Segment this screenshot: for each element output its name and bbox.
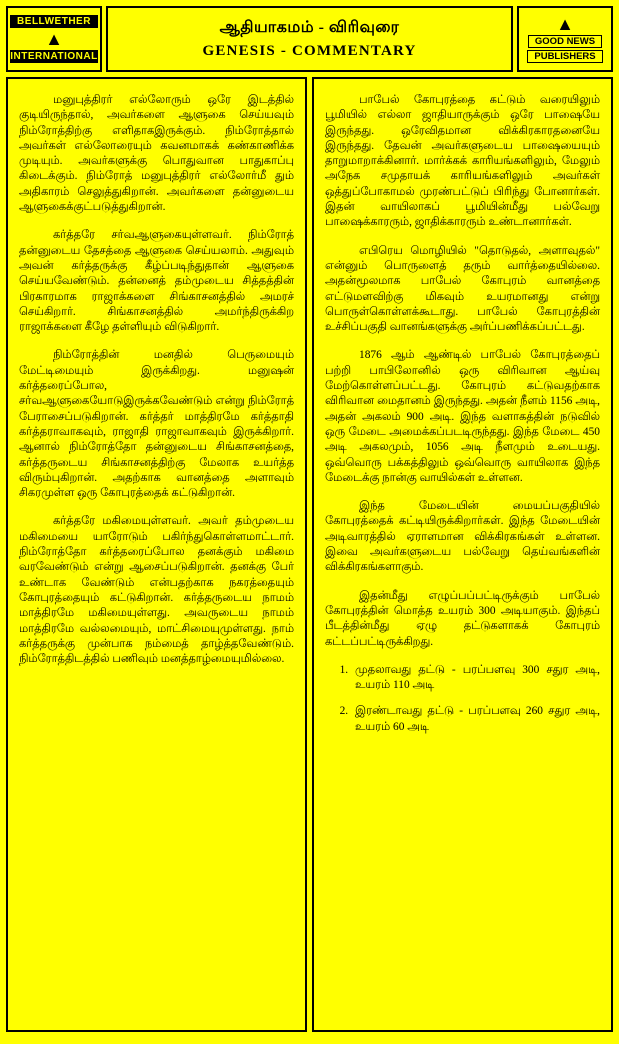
page-title-tamil: ஆதியாகமம் - விரிவுரை <box>219 19 400 36</box>
tower-glyph-right: ▲ <box>556 14 574 34</box>
paragraph: நிம்ரோத்தின் மனதில் பெருமையும் மேட்டிமையும் இருக்கிறது. மனுஷன் கர்த்தரைப்போல, சர்வஆளுகையோடுஇருக்கவேண்டும் என்று நிம்ரோத் பேராசைப்படுகிறான். கர்த்தர் மாத்திரமே கர்த்தாதி கர்த்தராவாகவும், ராஜாதி ராஜாவாகவும் இருக்கிறார். ஆனால் நிம்ரோத்தோ தன்னுடைய சிங்காசனத்தை, கர்த்தருடைய சிங்காசனத்திற்கு மேலாக உயர்த்த விரும்புகிறான். அதற்காக வானத்தை அளாவும் சிகரமுள்ள ஒரு கோபுரத்தைக் கட்டுகிறான். <box>19 349 294 500</box>
paragraph: எபிரெய மொழியில் "தொடுதல், அளாவுதல்" என்னும் பொருளைத் தரும் வார்த்தையில்லை. அதன்மூலமாக பாபேல் கோபுரம் வானத்தை எட்டுமளவிற்கு மிகவும் உயரமானது என்று பொருள்கொள்ளக்கூடாது. பாபேல் கோபுரத்தின் உச்சிப்பகுதி வானங்களுக்கு அர்ப்பணிக்கப்பட்டது. <box>325 244 600 334</box>
paragraph: கர்த்தரே மகிமையுள்ளவர். அவர் தம்முடைய மகிமையை யாரோடும் பகிர்ந்துகொள்ளமாட்டார். நிம்ரோத்தோ கர்த்தரைப்போல தனக்கும் மகிமை வரவேண்டும் என்று ஆசைப்படுகிறான். தனக்கு பேர் உண்டாக வேண்டும் என்பதற்காக நகரத்தையும் கோபுரத்தையும் கட்டுகிறான். கர்த்தருடைய நாமம் மாத்திரமே மகிமையுள்ளது. அவருடைய நாமம் மாத்திரமே வல்லமையும், மாட்சிமையுமுள்ளது. நாம் கர்த்தருக்கு முன்பாக நம்மைத் தாழ்த்தவேண்டும். நிம்ரோத்திடத்தில் பணிவும் மனத்தாழ்மையுமில்லை. <box>19 515 294 666</box>
left-text-column <box>6 77 307 1032</box>
list-item: 2. இரண்டாவது தட்டு - பரப்பளவு 260 சதுர அடி, உயரம் 60 அடி <box>351 704 600 735</box>
paragraph: கர்த்தரே சர்வஆளுகையுள்ளவர். நிம்ரோத் தன்னுடைய தேசத்தை ஆளுகை செய்யலாம். அதுவும் அவன் கர்த்தருக்கு கீழ்ப்படிந்துதான் ஆளுகை செய்யவேண்டும். தன்னைத் தம்முடைய சித்தத்தின் பிரகாரமாக ராஜாக்களை சிங்காசனத்தில் அமரச் செய்கிறார். சிங்காசனத்தில் அமர்ந்திருக்கிற ராஜாக்களை கீழே தள்ளியும் விடுகிறார். <box>19 229 294 334</box>
paragraph: இதன்மீது எழுப்பப்பட்டிருக்கும் பாபேல் கோபுரத்தின் மொத்த உயரம் 300 அடியாகும். இந்தப் பீடத்தின்மீது ஏழு தட்டுகளாகக் கோபுரம் கட்டப்பட்டிருக்கிறது. <box>325 589 600 648</box>
tower-icon-right <box>527 13 602 35</box>
logo-left-line2: INTERNATIONAL <box>10 51 98 62</box>
paragraph: மனுபுத்திரர் எல்லோரும் ஒரே இடத்தில் குடியிருந்தால், அவர்களை ஆளுகை செய்யவும் நிம்ரோத்திற்கு எளிதாகஇருக்கும். நிம்ரோத்தால் அவர்கள் எல்லோரையும் கவனமாகக் கண்காணிக்க முடியும். அவர்களுக்கு பொதுவான பாதுகாப்பு கிடைக்கும். நிம்ரோத் மனுபுத்திரர் எல்லோர்மீ தும் அதிகாரம் செலுத்துகிறான். அவர்களை தன்னுடைய ஆளுகைக்குட்படுத்துகிறான். <box>19 94 294 214</box>
page-title-english: GENESIS - COMMENTARY <box>202 43 417 59</box>
list-item: 1. முதலாவது தட்டு - பரப்பளவு 300 சதுர அடி, உயரம் 110 அடி <box>351 663 600 694</box>
tower-icon <box>10 28 98 50</box>
logo-right-line1: GOOD NEWS <box>528 35 602 48</box>
paragraph: இந்த மேடையின் மையப்பகுதியில் கோபுரத்தைக் கட்டியிருக்கிறார்கள். இந்த மேடையின் அடிவாரத்தில் ஏராளமான விக்கிரகங்கள் உள்ளன. இவை அவர்களுடைய பல்வேறு தெய்வங்களின் விக்கிரகங்களாகும். <box>325 500 600 574</box>
page-header <box>6 6 613 72</box>
paragraph: பாபேல் கோபுரத்தை கட்டும் வரையிலும் பூமியில் எல்லா ஜாதியாருக்கும் ஒரே பாஷையே இருந்தது. ஒரேவிதமான விக்கிரகாரதனையே இருந்தது. தேவன் அவர்களுடைய பாஷையையும் தாறுமாறாக்கினார். மார்க்கக் காரியங்களிலும், மேலும் அநேக சமுதாயக் காரியங்களிலும் அவர்கள் ஒத்துப்போகாமல் முரண்பட்டுப் பிரிந்து போனார்கள். இதன் வாயிலாகப் பூமியின்மீது பல்வேறு பாஷைக்காரரும், ஜாதிக்காரரும் உண்டானார்கள். <box>325 94 600 229</box>
right-text-column <box>312 77 613 1032</box>
tower-glyph: ▲ <box>45 29 63 49</box>
publisher-logo-left <box>6 6 102 72</box>
logo-left-line1: BELLWETHER <box>10 15 98 28</box>
logo-right-line2: PUBLISHERS <box>527 50 602 63</box>
tier-list <box>325 663 600 735</box>
publisher-logo-right <box>517 6 613 72</box>
page-title <box>106 6 513 72</box>
body-columns <box>6 77 613 1032</box>
paragraph: 1876 ஆம் ஆண்டில் பாபேல் கோபுரத்தைப் பற்றி பாபிலோனில் ஒரு விரிவான ஆய்வு மேற்கொள்ளப்பட்டது. கோபுரம் கட்டுவதற்காக விரிவான மைதானம் இருந்தது. அதன் நீளம் 1156 அடி, அதன் அகலம் 900 அடி. இந்த வளாகத்தின் நடுவில் ஒரு மேடை அமைக்கப்படடிருந்தது. இந்த மேடை 450 அடி அகலமும், 1056 அடி நீளமும் உடையது. ஒவ்வொரு பக்கத்திலும் ஒவ்வொரு வாயிலாக இந்த மேடைக்கு நான்கு வாயில்கள் உள்ளன. <box>325 349 600 484</box>
